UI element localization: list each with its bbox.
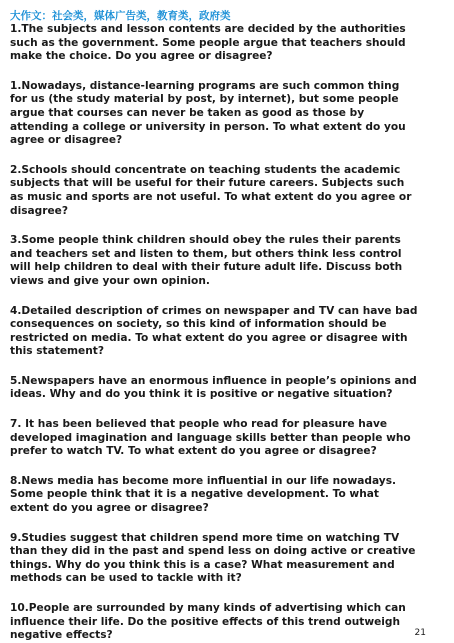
page-number: 21	[414, 628, 426, 638]
essay-topic-1a: 1.The subjects and lesson contents are decided by the authorities such as the government. Some people argue that teachers should make the choice. Do you agree or disagree?	[10, 23, 406, 63]
essay-topic-3: 3.Some people think children should obey the rules their parents and teachers set and listen to them, but others think less control will help children to deal with their future adult life. Discuss both views and give your own opinion.	[10, 234, 403, 287]
document-page	[10, 10, 420, 643]
essay-topic-9: 9.Studies suggest that children spend more time on watching TV than they did in the past and spend less on doing active or creative things. Why do you think this is a case? What measurement and methods can be used to tackle with it?	[10, 531, 416, 585]
essay-topic-1b: 1.Nowadays, distance-learning programs are such common thing for us (the study material by post, by internet), but some people argue that courses can never be taken as good as those by attending a college or university in person. To what extent do you agree or disagree?	[10, 79, 406, 147]
essay-topic-7: 7. It has been believed that people who read for pleasure have developed imagination and language skills better than people who prefer to watch TV. To what extent do you agree or disagree?	[10, 418, 411, 458]
essay-topic-4: 4.Detailed description of crimes on newspaper and TV can have bad consequences on society, so this kind of information should be restricted on media. To what extent do you agree or disagree with this statement?	[10, 304, 418, 358]
essay-topic-5: 5.Newspapers have an enormous influence in people’s opinions and ideas. Why and do you think it is positive or negative situation?	[10, 374, 417, 401]
essay-topic-2: 2.Schools should concentrate on teaching students the academic subjects that will be useful for their future careers. Subjects such as music and sports are not useful. To what extent do you agree or disagree?	[10, 163, 412, 217]
essay-topic-8: 8.News media has become more influential in our life nowadays. Some people think that it is a negative development. To what extent do you agree or disagree?	[10, 474, 397, 515]
essay-topic-10: 10.People are surrounded by many kinds of advertising which can influence their life. Do the positive effects of this trend outweigh negative effects?	[10, 602, 406, 642]
section-heading: 大作文：社会类，媒体广告类，教育类，政府类	[10, 10, 231, 22]
